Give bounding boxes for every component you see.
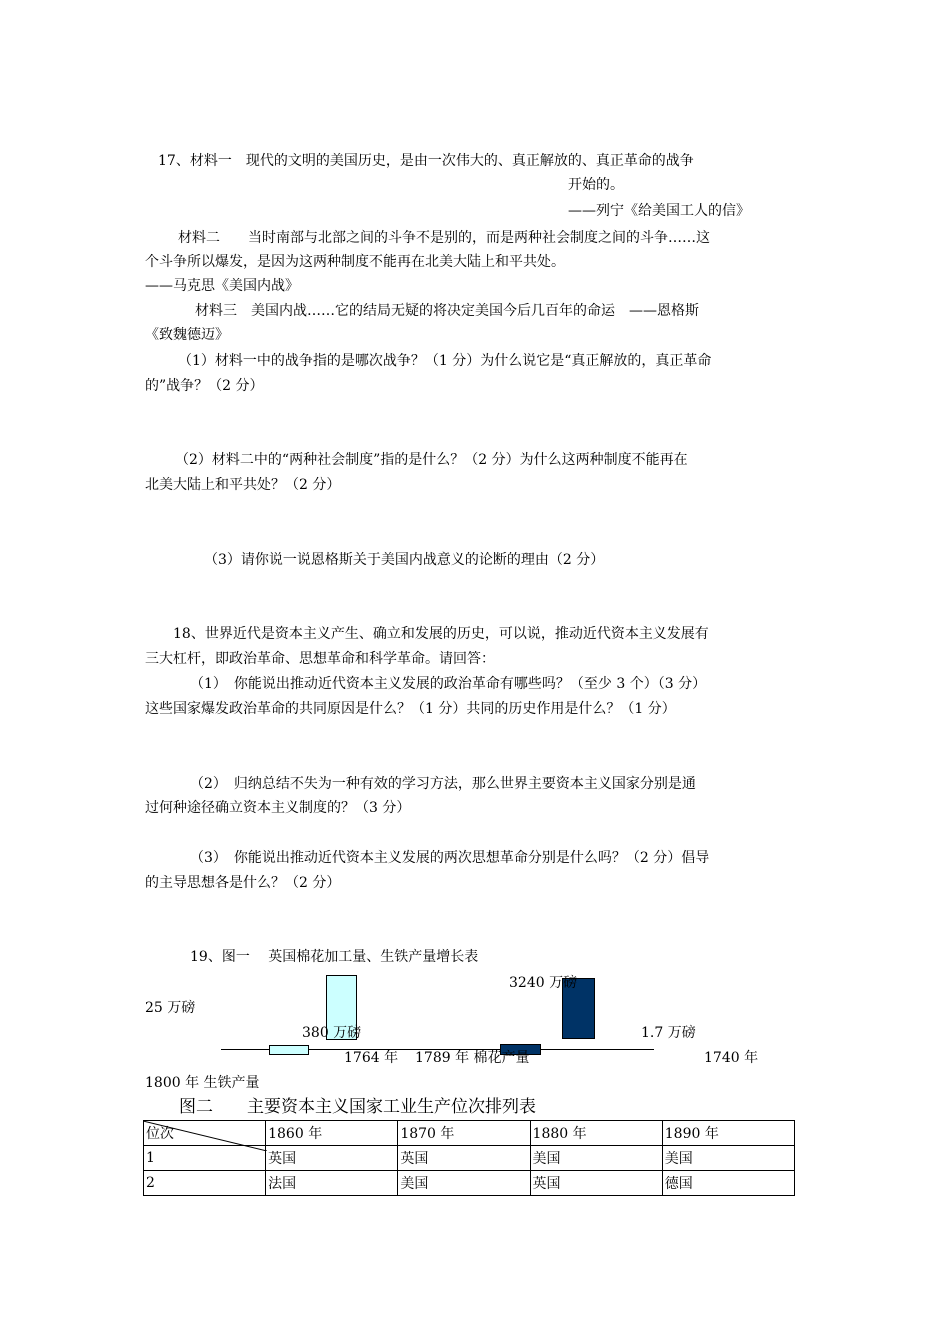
q17-part1-line2: 的”战争？（2 分） bbox=[145, 378, 264, 394]
q17-material1-line2: 开始的。 bbox=[568, 177, 624, 193]
table-header-cell: 位次 bbox=[144, 1121, 266, 1146]
table-cell: 美国 bbox=[662, 1146, 794, 1171]
table-cell: 1 bbox=[144, 1146, 266, 1171]
table-cell: 英国 bbox=[530, 1171, 662, 1196]
table-cell: 2 bbox=[144, 1171, 266, 1196]
q18-part3-line2: 的主导思想各是什么？（2 分） bbox=[145, 875, 341, 891]
label-1764: 1764 年 bbox=[344, 1050, 399, 1066]
table-cell: 英国 bbox=[398, 1146, 530, 1171]
q17-part3-line1: （3）请你说一说恩格斯关于美国内战意义的论断的理由（2 分） bbox=[204, 552, 605, 568]
table-header-cell: 1880 年 bbox=[530, 1121, 662, 1146]
label-1789-cotton: 1789 年 棉花产量 bbox=[415, 1050, 530, 1066]
table-header-cell: 1870 年 bbox=[398, 1121, 530, 1146]
header-diagonal-line bbox=[143, 1121, 267, 1151]
q17-material3-line2: 《致魏德迈》 bbox=[145, 327, 229, 343]
q17-material1-source: ——列宁《给美国工人的信》 bbox=[568, 203, 750, 219]
table-header-cell: 1860 年 bbox=[266, 1121, 398, 1146]
q17-material1-line1: 17、材料一 现代的文明的美国历史，是由一次伟大的、真正解放的、真正革命的战争 bbox=[158, 153, 694, 169]
table-cell: 美国 bbox=[530, 1146, 662, 1171]
label-1740: 1740 年 bbox=[704, 1050, 759, 1066]
table-cell: 美国 bbox=[398, 1171, 530, 1196]
q17-part2-line1: （2）材料二中的“两种社会制度”指的是什么？（2 分）为什么这两种制度不能再在 bbox=[175, 452, 688, 468]
label-25: 25 万磅 bbox=[145, 1000, 196, 1016]
q17-material3-line1: 材料三 美国内战……它的结局无疑的将决定美国今后几百年的命运 ——恩格斯 bbox=[195, 303, 699, 319]
q17-material2-line1: 材料二 当时南部与北部之间的斗争不是别的，而是两种社会制度之间的斗争……这 bbox=[178, 230, 710, 246]
table-row bbox=[144, 1171, 795, 1196]
q17-part1-line1: （1）材料一中的战争指的是哪次战争？（1 分）为什么说它是“真正解放的，真正革命 bbox=[178, 353, 712, 369]
q19-figure1-title: 19、图一 英国棉花加工量、生铁产量增长表 bbox=[190, 949, 479, 965]
q18-part3-line1: （3） 你能说出推动近代资本主义发展的两次思想革命分别是什么吗？（2 分）倡导 bbox=[190, 850, 710, 866]
q18-part1-line1: （1） 你能说出推动近代资本主义发展的政治革命有哪些吗？（至少 3 个）（3 分） bbox=[190, 676, 707, 692]
q17-part2-line2: 北美大陆上和平共处？（2 分） bbox=[145, 477, 341, 493]
label-1-7: 1.7 万磅 bbox=[641, 1025, 696, 1041]
q18-intro-line2: 三大杠杆，即政治革命、思想革命和科学革命。请回答： bbox=[145, 651, 495, 667]
q17-material2-source: ——马克思《美国内战》 bbox=[145, 278, 299, 294]
q19-figure2-title: 图二 主要资本主义国家工业生产位次排列表 bbox=[179, 1097, 536, 1117]
label-3240: 3240 万磅 bbox=[509, 975, 578, 991]
cotton-1764-bar bbox=[269, 1045, 309, 1055]
label-1800-iron: 1800 年 生铁产量 bbox=[145, 1075, 260, 1091]
q17-material2-line2: 个斗争所以爆发，是因为这两种制度不能再在北美大陆上和平共处。 bbox=[145, 254, 565, 270]
table-cell: 英国 bbox=[266, 1146, 398, 1171]
q18-part2-line1: （2） 归纳总结不失为一种有效的学习方法，那么世界主要资本主义国家分别是通 bbox=[190, 776, 696, 792]
q18-intro-line1: 18、世界近代是资本主义产生、确立和发展的历史，可以说，推动近代资本主义发展有 bbox=[173, 626, 709, 642]
q18-part2-line2: 过何种途径确立资本主义制度的？（3 分） bbox=[145, 800, 411, 816]
table-cell: 德国 bbox=[662, 1171, 794, 1196]
table-cell: 法国 bbox=[266, 1171, 398, 1196]
q18-part1-line2: 这些国家爆发政治革命的共同原因是什么？（1 分）共同的历史作用是什么？（1 分） bbox=[145, 701, 676, 717]
label-380: 380 万磅 bbox=[302, 1025, 362, 1041]
table-header-cell: 1890 年 bbox=[662, 1121, 794, 1146]
